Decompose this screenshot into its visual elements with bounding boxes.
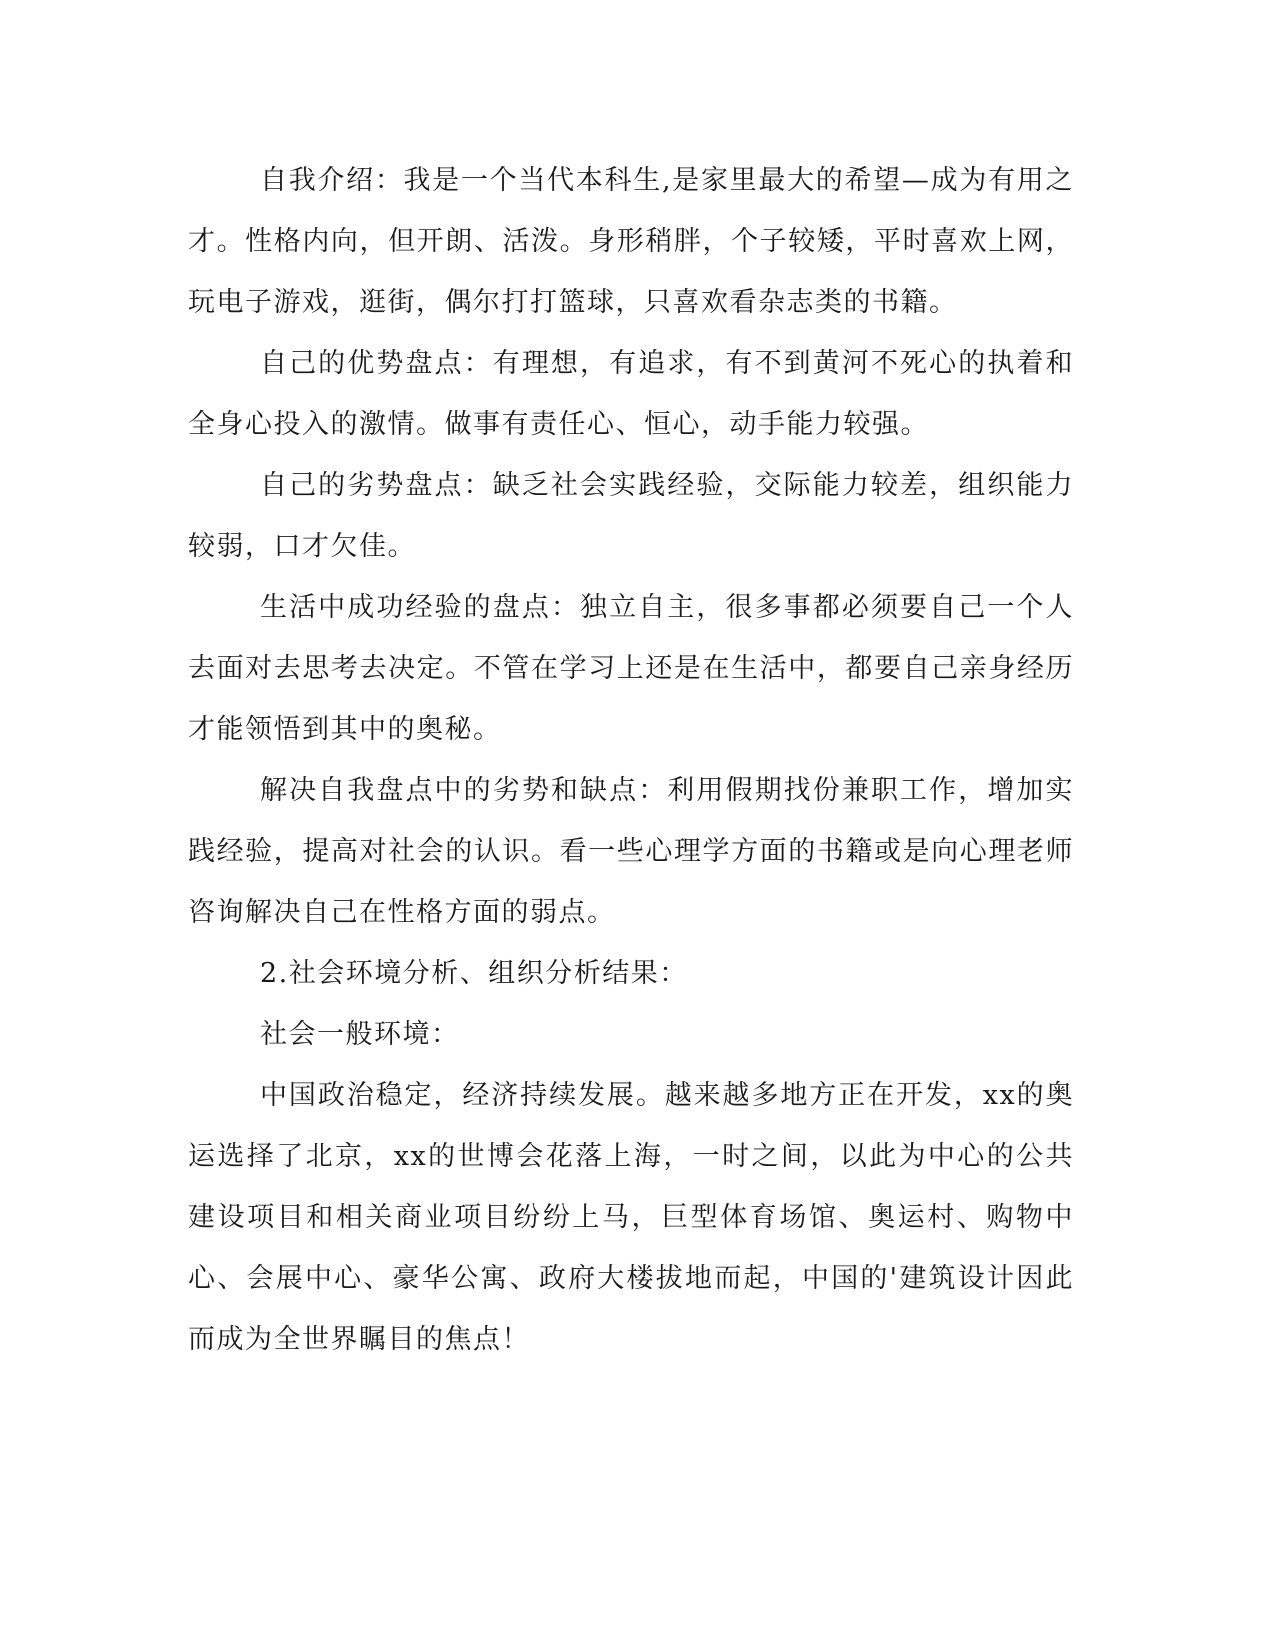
- subheading-general-environment: 社会一般环境：: [260, 1019, 460, 1050]
- section-heading-environment-analysis: 2.社会环境分析、组织分析结果：: [260, 958, 688, 989]
- document-page: [188, 150, 1074, 1370]
- paragraph-weaknesses: 自己的劣势盘点：缺乏社会实践经验，交际能力较差，组织能力较弱，口才欠佳。: [188, 470, 1074, 562]
- paragraph-strengths: 自己的优势盘点：有理想，有追求，有不到黄河不死心的执着和全身心投入的激情。做事有责任心、恒心，动手能力较强。: [188, 348, 1074, 440]
- paragraph-self-introduction: 自我介绍：我是一个当代本科生,是家里最大的希望—成为有用之才。性格内向，但开朗、活泼。身形稍胖，个子较矮，平时喜欢上网，玩电子游戏，逛街，偶尔打打篮球，只喜欢看杂志类的书籍。: [188, 165, 1074, 318]
- paragraph-solutions: 解决自我盘点中的劣势和缺点：利用假期找份兼职工作，增加实践经验，提高对社会的认识。看一些心理学方面的书籍或是向心理老师咨询解决自己在性格方面的弱点。: [188, 775, 1074, 928]
- paragraph-success-experience: 生活中成功经验的盘点：独立自主，很多事都必须要自己一个人去面对去思考去决定。不管在学习上还是在生活中，都要自己亲身经历才能领悟到其中的奥秘。: [188, 592, 1074, 745]
- paragraph-china-environment: 中国政治稳定，经济持续发展。越来越多地方正在开发，xx的奥运选择了北京，xx的世博会花落上海，一时之间，以此为中心的公共建设项目和相关商业项目纷纷上马，巨型体育场馆、奥运村、购物中心、会展中心、豪华公寓、政府大楼拔地而起，中国的'建筑设计因此而成为全世界瞩目的焦点！: [188, 1080, 1074, 1355]
